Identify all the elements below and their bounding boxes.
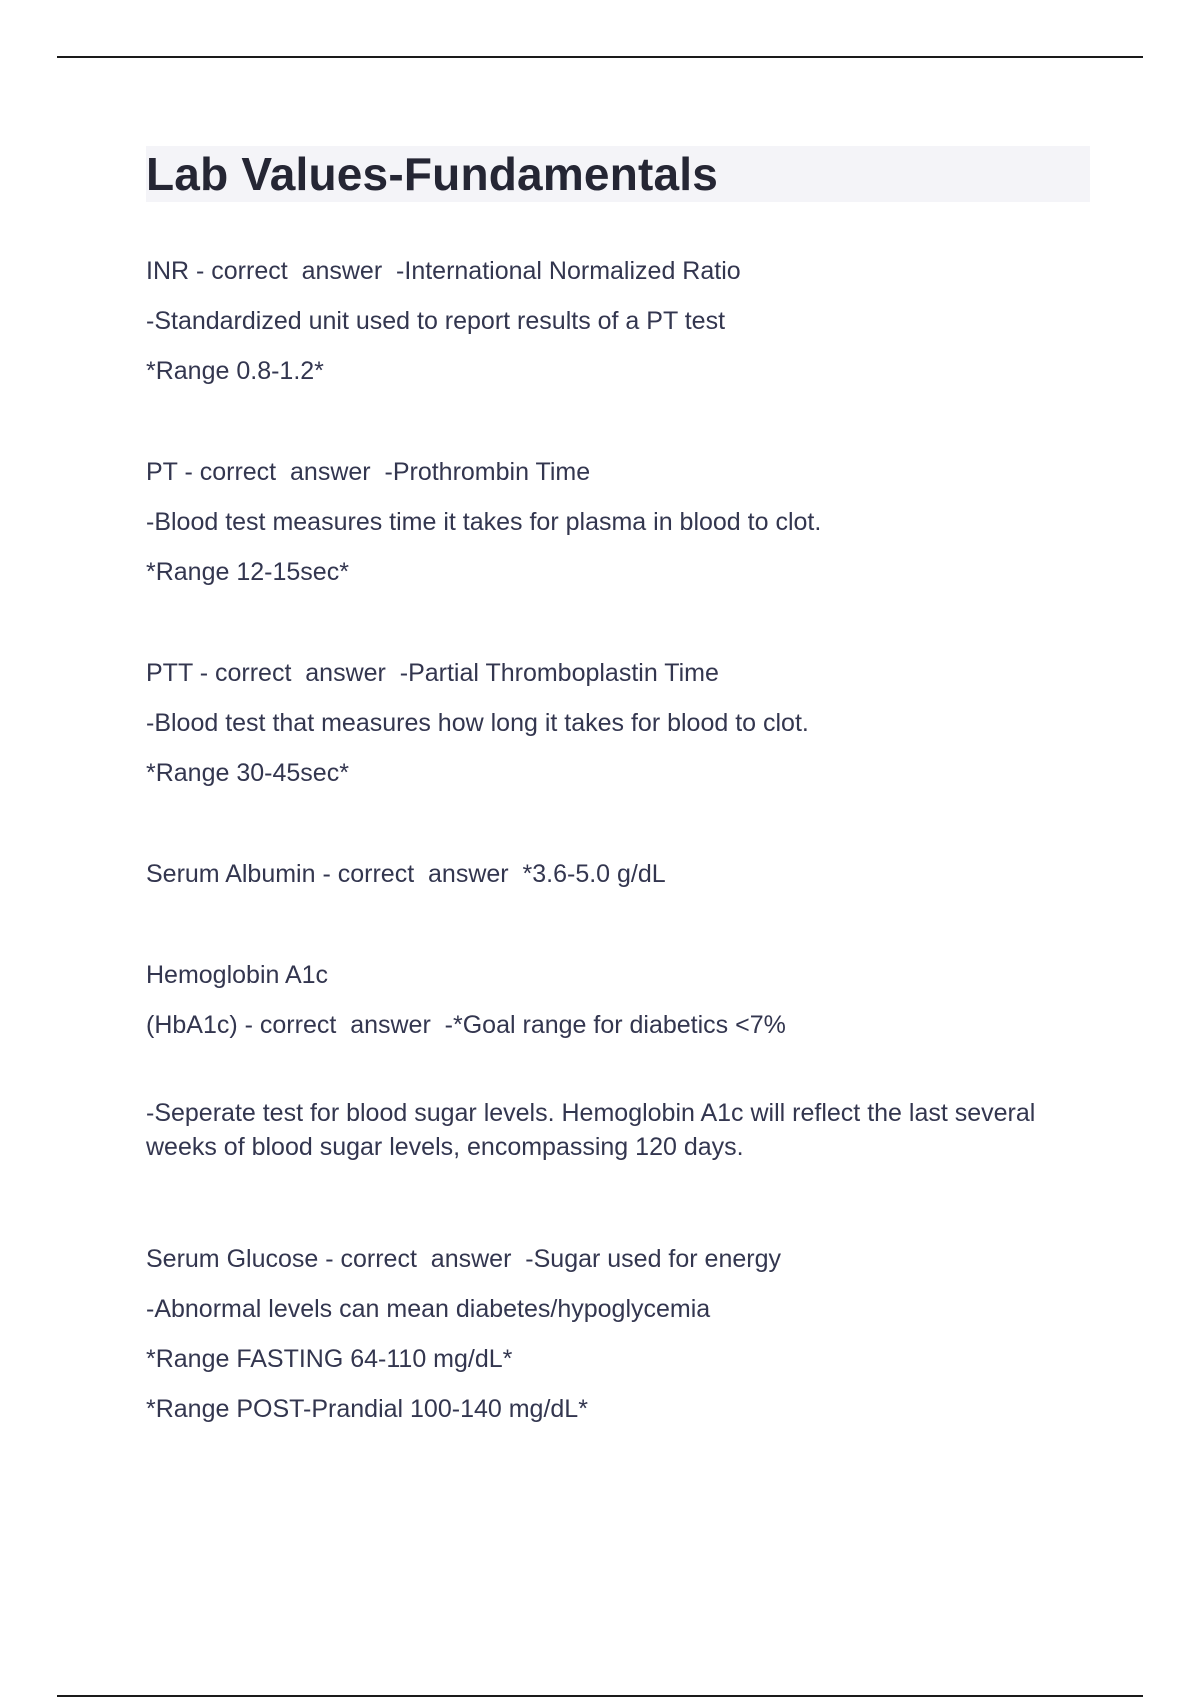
entry-ptt bbox=[146, 648, 1090, 798]
entry-serum-glucose bbox=[146, 1234, 1090, 1434]
entry-line: -Blood test measures time it takes for plasma in blood to clot. bbox=[146, 508, 822, 536]
entry-line: Serum Glucose - correct answer -Sugar used for energy bbox=[146, 1245, 781, 1273]
entry-line: -Blood test that measures how long it takes for blood to clot. bbox=[146, 709, 809, 737]
page-title: Lab Values-Fundamentals bbox=[146, 148, 719, 200]
entry-hba1c-note bbox=[146, 1096, 1090, 1164]
entry-line: Serum Albumin - correct answer *3.6-5.0 g/dL bbox=[146, 860, 666, 888]
entry-hba1c bbox=[146, 950, 1090, 1050]
title-band bbox=[146, 146, 1090, 202]
entry-inr bbox=[146, 246, 1090, 396]
entry-line: Hemoglobin A1c bbox=[146, 961, 329, 989]
entry-serum-albumin bbox=[146, 849, 1090, 899]
entry-paragraph: -Seperate test for blood sugar levels. Hemoglobin A1c will reflect the last several weeks of blood sugar levels, encompassing 120 days. bbox=[146, 1099, 1036, 1161]
top-rule bbox=[57, 56, 1143, 58]
document-body bbox=[146, 146, 1090, 1485]
entry-line: *Range 0.8-1.2* bbox=[146, 357, 324, 385]
bottom-rule bbox=[57, 1695, 1143, 1697]
entry-line: PTT - correct answer -Partial Thromboplastin Time bbox=[146, 659, 719, 687]
entry-line: PT - correct answer -Prothrombin Time bbox=[146, 458, 591, 486]
entry-line: *Range 12-15sec* bbox=[146, 558, 349, 586]
entry-line: *Range 30-45sec* bbox=[146, 759, 349, 787]
entry-list bbox=[146, 246, 1090, 1434]
entry-line: -Standardized unit used to report results of a PT test bbox=[146, 307, 726, 335]
entry-line: INR - correct answer -International Normalized Ratio bbox=[146, 257, 741, 285]
entry-line: (HbA1c) - correct answer -*Goal range for diabetics <7% bbox=[146, 1011, 786, 1039]
entry-line: -Abnormal levels can mean diabetes/hypoglycemia bbox=[146, 1295, 711, 1323]
entry-line: *Range POST-Prandial 100-140 mg/dL* bbox=[146, 1395, 588, 1423]
entry-line: *Range FASTING 64-110 mg/dL* bbox=[146, 1345, 513, 1373]
entry-pt bbox=[146, 447, 1090, 597]
